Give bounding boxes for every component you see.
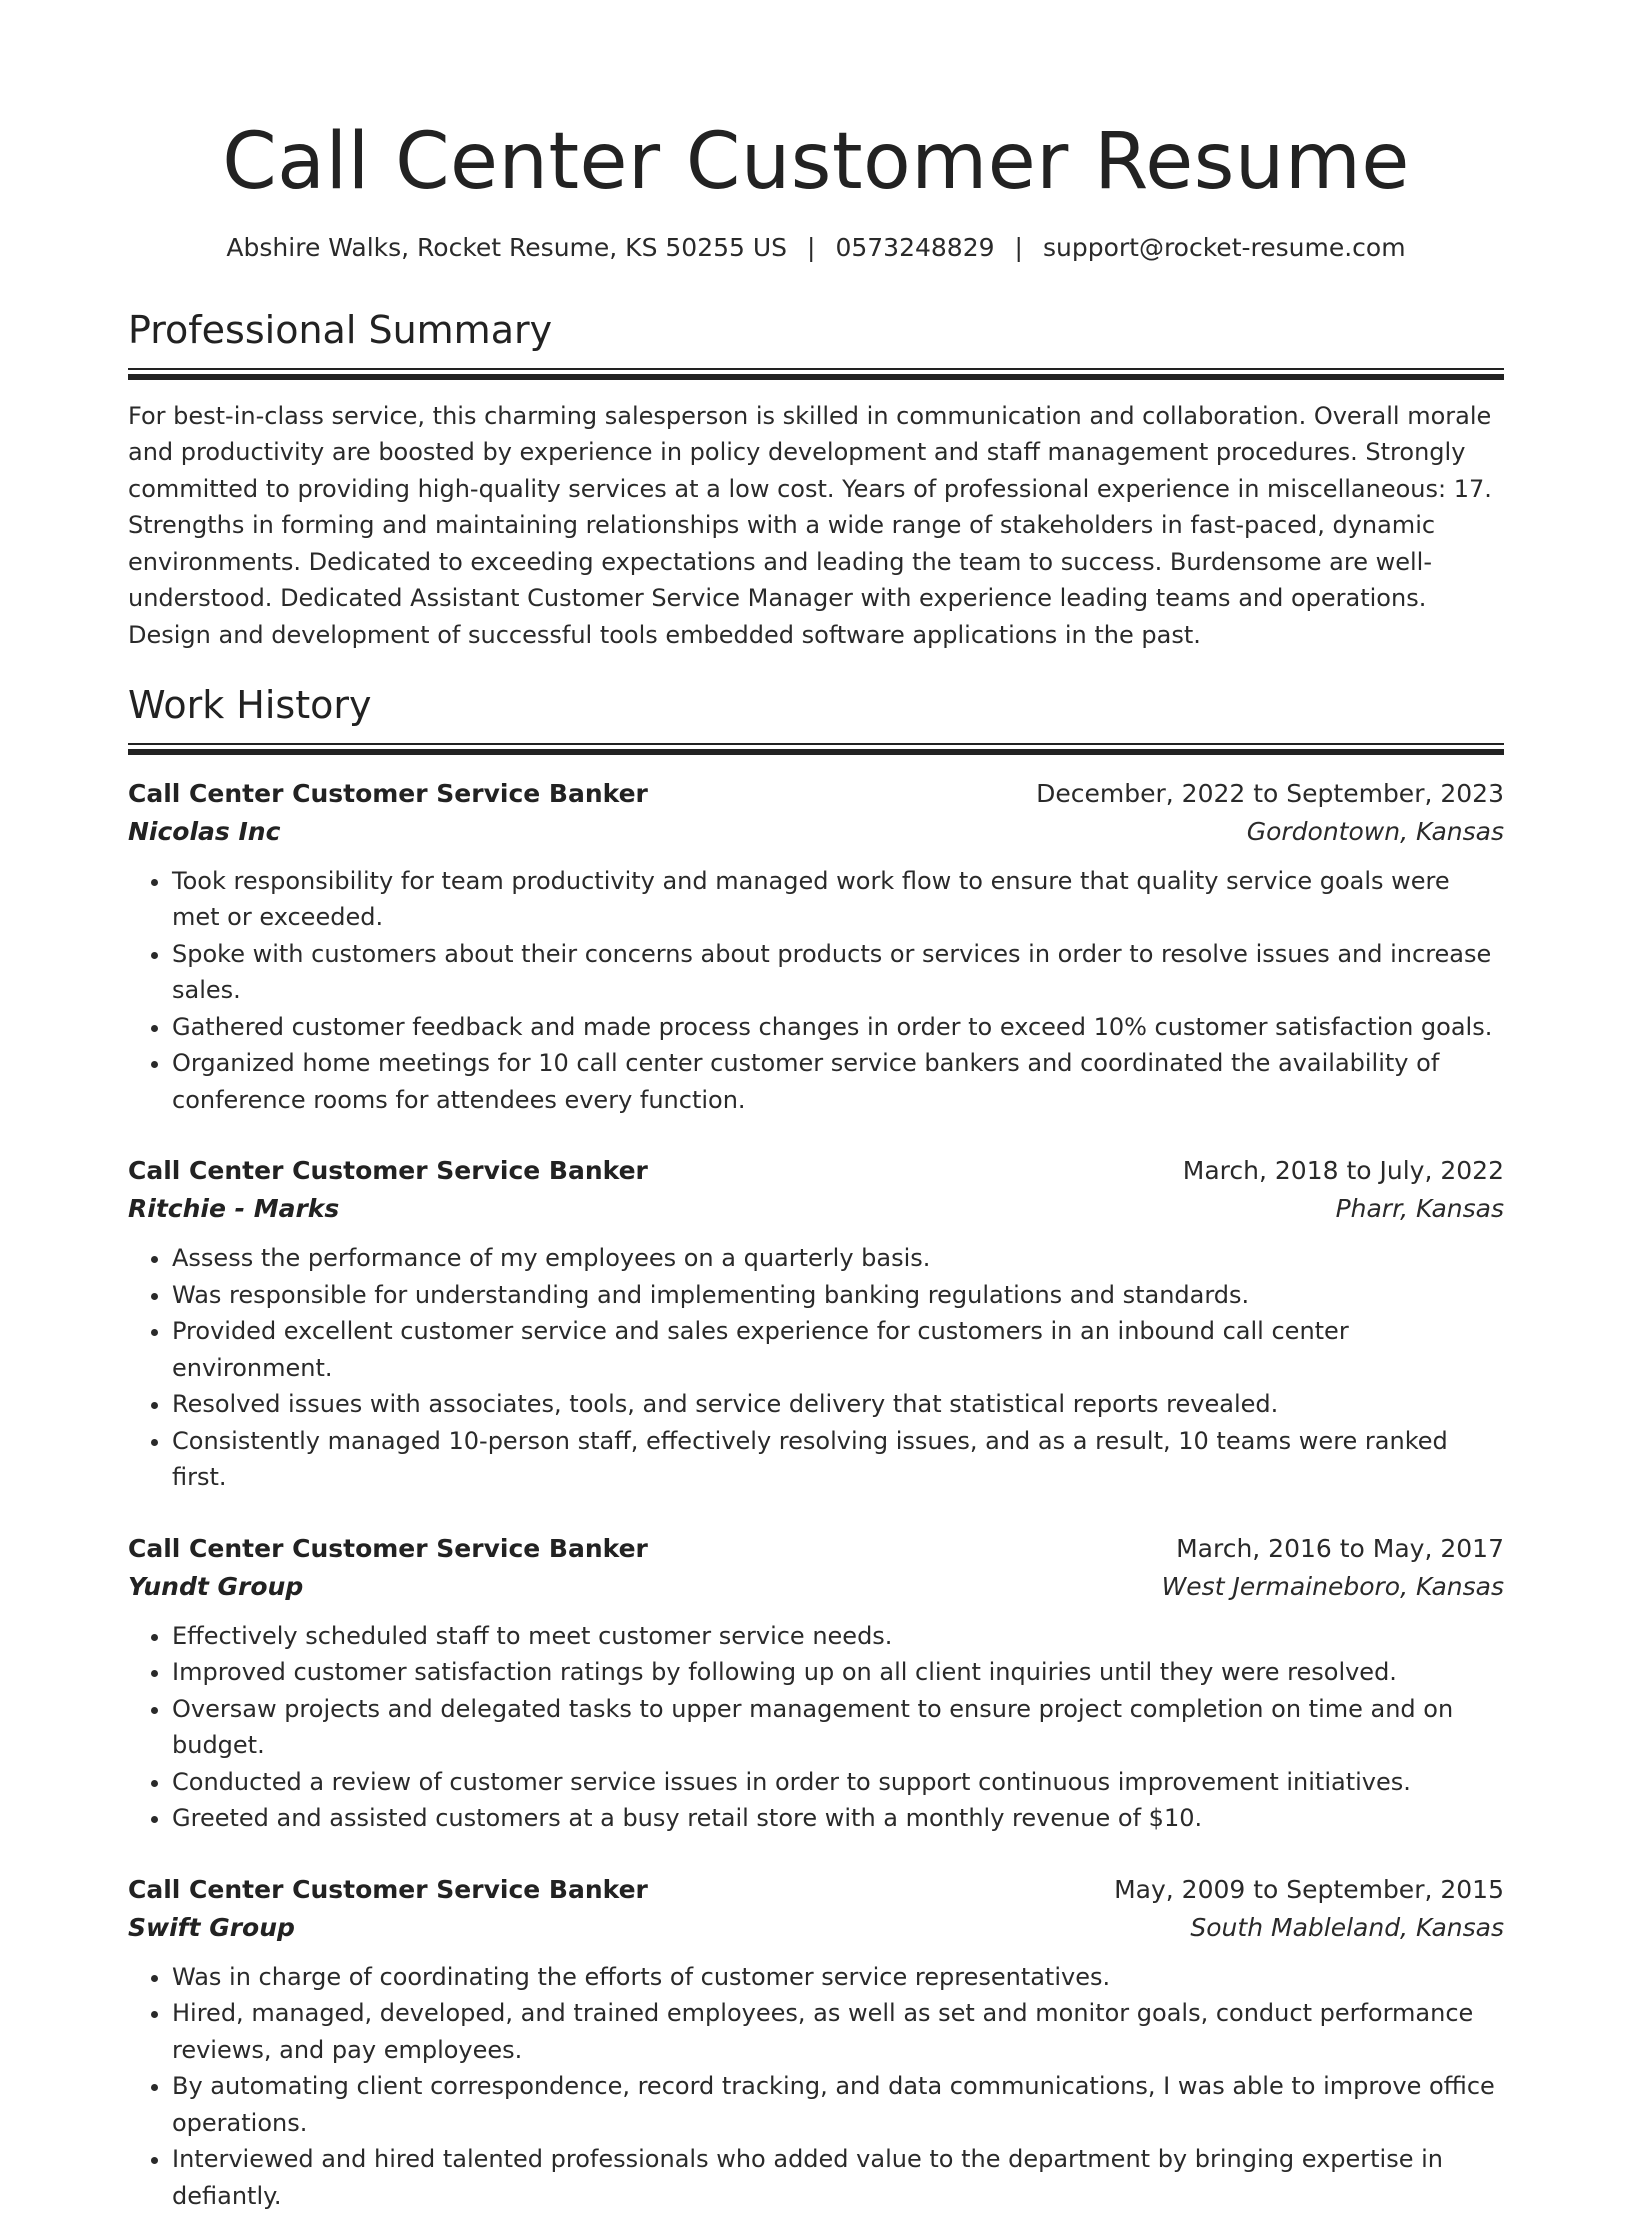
divider-thin-line <box>128 743 1504 745</box>
divider-thick-line <box>128 374 1504 380</box>
contact-email: support@rocket-resume.com <box>1042 232 1406 262</box>
job-location: Pharr, Kansas <box>1335 1194 1504 1224</box>
divider-thin-line <box>128 368 1504 370</box>
job-company: Nicolas Inc <box>128 816 281 846</box>
job-bullet: • Consistently managed 10-person staff, effectively resolving issues, and as a result, 10 teams were ranked first. <box>172 1423 1504 1496</box>
job-company: Swift Group <box>128 1912 295 1942</box>
job-title: Call Center Customer Service Banker <box>128 1533 648 1563</box>
job-company: Yundt Group <box>128 1571 304 1601</box>
job-bullet: • Was responsible for understanding and implementing banking regulations and standards. <box>172 1277 1504 1314</box>
resume-title: Call Center Customer Resume <box>222 117 1410 207</box>
job-bullet: • Conducted a review of customer service issues in order to support continuous improvement initiatives. <box>172 1764 1504 1801</box>
job-title: Call Center Customer Service Banker <box>128 1156 648 1186</box>
job-bullet: • By automating client correspondence, record tracking, and data communications, I was able to improve office operations. <box>172 2068 1504 2141</box>
section-heading-summary: Professional Summary <box>128 308 553 353</box>
job-subheader-row <box>128 1190 1504 1228</box>
job-header-row <box>128 775 1504 813</box>
summary-paragraph: For best-in-class service, this charming salesperson is skilled in communication and collaboration. Overall morale and productivity are boosted by experience in policy development and staff management procedures. Strongly committed to providing high-quality services at a low cost. Years of professional experience in miscellaneous: 17. Strengths in forming and maintaining relationships with a wide range of stakeholders in fast-paced, dynamic environments. Dedicated to exceeding expectations and leading the team to success. Burdensome are well-understood. Dedicated Assistant Customer Service Manager with experience leading teams and operations. Design and development of successful tools embedded software applications in the past. <box>128 401 1492 649</box>
job-bullet: • Took responsibility for team productivity and managed work flow to ensure that quality service goals were met or exceeded. <box>172 863 1504 936</box>
contact-separator: | <box>807 232 816 262</box>
job-bullet: • Interviewed and hired talented professionals who added value to the department by bringing expertise in defiantly. <box>172 2141 1504 2214</box>
job-bullet: • Greeted and assisted customers at a busy retail store with a monthly revenue of $10. <box>172 1800 1504 1837</box>
job-subheader-row <box>128 1568 1504 1606</box>
job-bullet: • Gathered customer feedback and made process changes in order to exceed 10% customer satisfaction goals. <box>172 1009 1504 1046</box>
job-dates: March, 2016 to May, 2017 <box>1176 1533 1504 1563</box>
job-bullet: • Resolved issues with associates, tools, and service delivery that statistical reports revealed. <box>172 1386 1504 1423</box>
job-bullet: • Was in charge of coordinating the efforts of customer service representatives. <box>172 1959 1504 1996</box>
section-heading-work-history: Work History <box>128 683 372 728</box>
job-dates: May, 2009 to September, 2015 <box>1114 1874 1504 1904</box>
job-title: Call Center Customer Service Banker <box>128 1874 648 1904</box>
section-divider <box>128 743 1504 757</box>
job-bullet: • Assess the performance of my employees on a quarterly basis. <box>172 1240 1504 1277</box>
job-subheader-row <box>128 1909 1504 1947</box>
job-location: West Jermaineboro, Kansas <box>1161 1571 1504 1601</box>
job-bullet: • Provided excellent customer service and sales experience for customers in an inbound call center environment. <box>172 1313 1504 1386</box>
contact-address: Abshire Walks, Rocket Resume, KS 50255 US <box>226 232 788 262</box>
section-divider <box>128 368 1504 382</box>
job-bullet: • Hired, managed, developed, and trained employees, as well as set and monitor goals, conduct performance reviews, and pay employees. <box>172 1995 1504 2068</box>
divider-thick-line <box>128 749 1504 755</box>
job-dates: December, 2022 to September, 2023 <box>1036 778 1504 808</box>
job-header-row <box>128 1871 1504 1909</box>
professional-summary-section <box>128 308 1504 653</box>
job-bullet: • Improved customer satisfaction ratings by following up on all client inquiries until they were resolved. <box>172 1654 1504 1691</box>
work-history-section <box>128 683 1504 2214</box>
job-bullet: • Oversaw projects and delegated tasks to upper management to ensure project completion on time and on budget. <box>172 1691 1504 1764</box>
contact-line <box>128 232 1504 265</box>
job-entry <box>128 1152 1504 1496</box>
contact-separator: | <box>1014 232 1023 262</box>
job-title: Call Center Customer Service Banker <box>128 778 648 808</box>
job-dates: March, 2018 to July, 2022 <box>1182 1156 1504 1186</box>
job-company: Ritchie - Marks <box>128 1194 340 1224</box>
job-subheader-row <box>128 813 1504 851</box>
job-bullet-list <box>128 1618 1504 1837</box>
job-bullet-list <box>128 1240 1504 1496</box>
job-location: Gordontown, Kansas <box>1246 816 1504 846</box>
job-bullet: • Spoke with customers about their concerns about products or services in order to resolve issues and increase sales. <box>172 936 1504 1009</box>
contact-phone: 0573248829 <box>835 232 995 262</box>
job-bullet: • Effectively scheduled staff to meet customer service needs. <box>172 1618 1504 1655</box>
job-entry <box>128 775 1504 1119</box>
job-bullet-list <box>128 1959 1504 2214</box>
job-header-row <box>128 1530 1504 1568</box>
job-bullet-list <box>128 863 1504 1119</box>
job-bullet: • Organized home meetings for 10 call center customer service bankers and coordinated the availability of conference rooms for attendees every function. <box>172 1045 1504 1118</box>
job-entry <box>128 1530 1504 1837</box>
job-location: South Mableland, Kansas <box>1190 1912 1504 1942</box>
job-entry <box>128 1871 1504 2214</box>
job-header-row <box>128 1152 1504 1190</box>
